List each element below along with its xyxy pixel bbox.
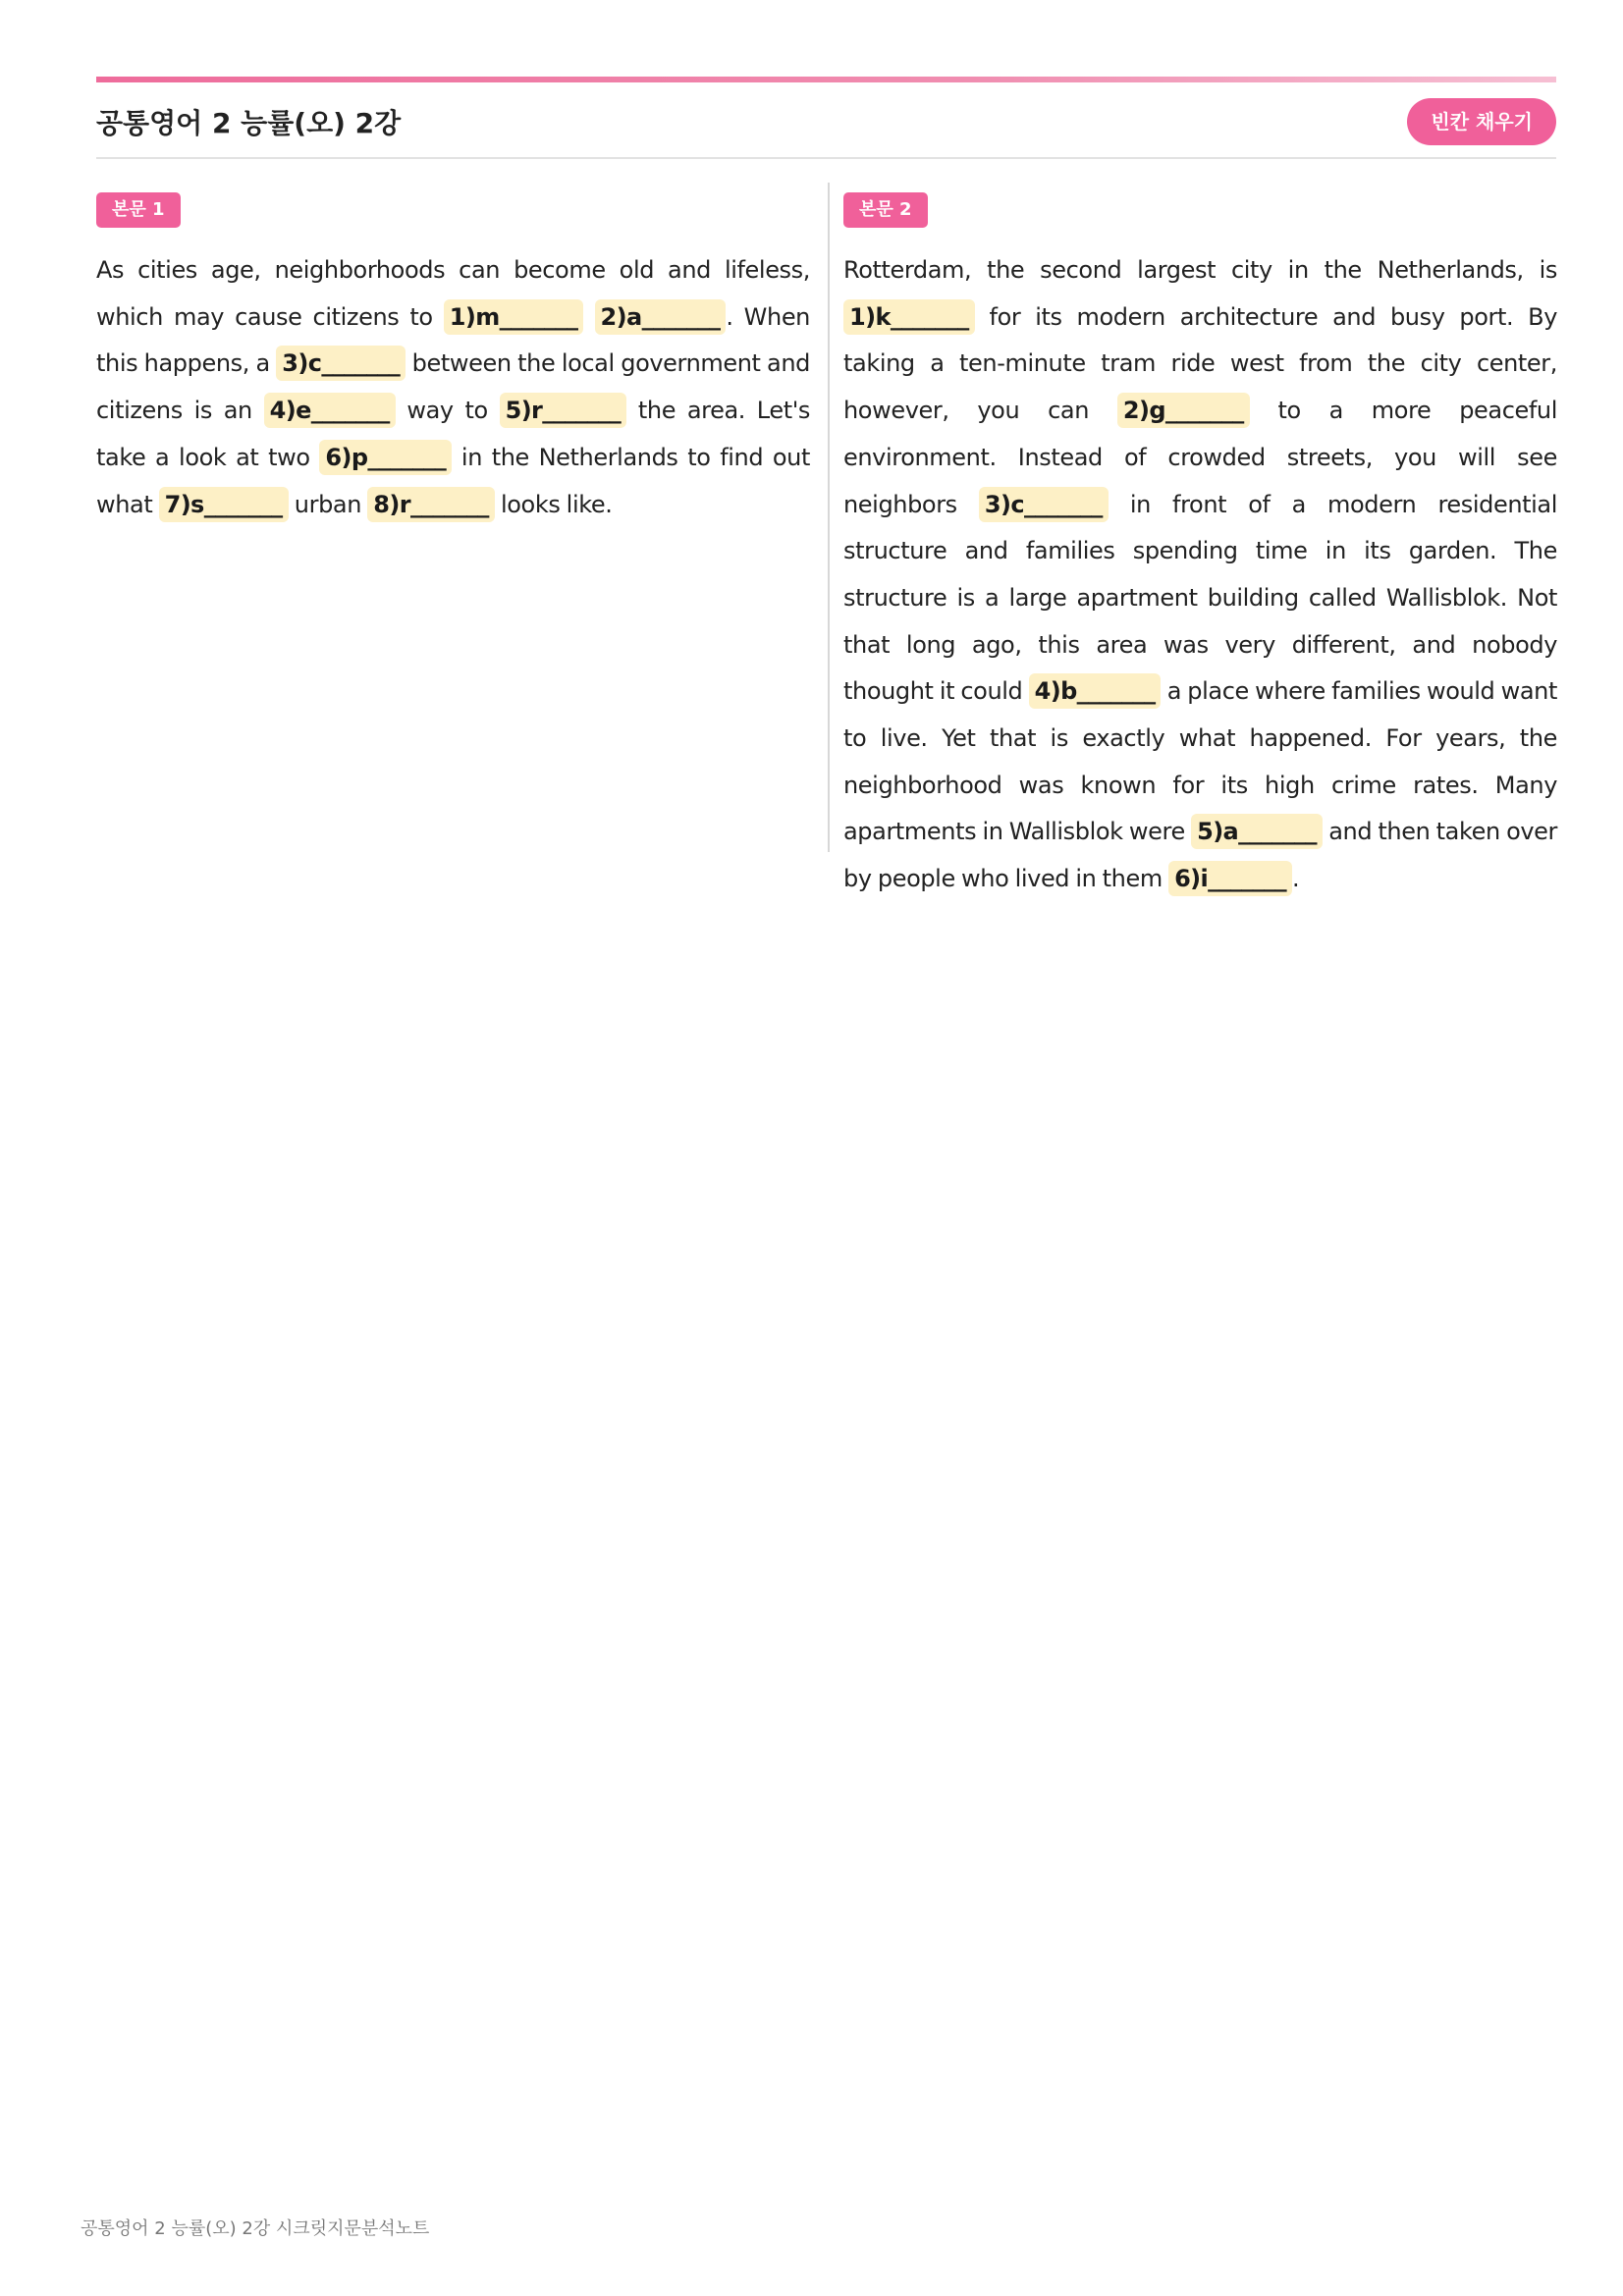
blank-field[interactable]: 2)a_______ (595, 299, 727, 335)
column-divider (828, 183, 830, 852)
blank-field[interactable]: 1)k_______ (843, 299, 975, 335)
passage-segment: the area. Let's take a look at two (96, 397, 811, 471)
passage-segment: urban (288, 490, 368, 518)
blank-field[interactable]: 8)r_______ (367, 487, 495, 522)
blank-field[interactable]: 3)c_______ (276, 346, 406, 381)
blank-field[interactable]: 5)a_______ (1191, 814, 1323, 849)
passage-segment: looks like. (494, 490, 613, 518)
blank-field[interactable]: 5)r_______ (500, 393, 627, 428)
passage-segment: a place where families would want to live. Yet that is exactly what happened. For years, the neighborhood was known for its high crime rates. Many apartments in Wallisblok were (843, 677, 1558, 846)
passage-badge: 본문 1 (96, 192, 181, 228)
blank-field[interactable]: 2)g_______ (1117, 393, 1250, 428)
passage-segment: in the Netherlands to find out what (96, 443, 810, 518)
passage-badge: 본문 2 (843, 192, 928, 228)
passage-segment: way to (395, 397, 500, 425)
passage-segment: Rotterdam, the second largest city in the Netherlands, is (843, 256, 1557, 284)
passage-segment (583, 303, 594, 331)
blank-field[interactable]: 4)e_______ (264, 393, 396, 428)
passage-segment: in front of a modern residential structure and families spending time in its garden. The structure is a large apartment building called Wallisblok. Not that long ago, this area was very different, and nobody thought it could (843, 490, 1557, 706)
page-header (96, 98, 1556, 159)
passage-segment: to a more peaceful environment. Instead of crowded streets, you will see neighbors (843, 397, 1557, 518)
top-accent-rule (96, 77, 1556, 82)
passage-segment: between the local government and citizens is an (96, 349, 811, 425)
blank-field[interactable]: 7)s_______ (159, 487, 289, 522)
passage-column-1 (96, 192, 810, 528)
blank-field[interactable]: 4)b_______ (1029, 673, 1162, 709)
mode-badge[interactable]: 빈칸 채우기 (1407, 98, 1556, 145)
passage-text (843, 247, 1557, 903)
passage-text (96, 247, 810, 528)
blank-field[interactable]: 6)i_______ (1168, 861, 1292, 896)
page-title: 공통영어 2 능률(오) 2강 (96, 107, 402, 139)
passage-segment: for its modern architecture and busy port. By taking a ten-minute tram ride west from the city center, however, you can (843, 302, 1557, 425)
blank-field[interactable]: 6)p_______ (319, 440, 452, 475)
passage-column-2 (843, 192, 1557, 903)
blank-field[interactable]: 3)c_______ (979, 487, 1109, 522)
passage-segment: . (1291, 865, 1300, 893)
passage-segment: and then taken over by people who lived in them (843, 818, 1557, 893)
passage-segment: As cities age, neighborhoods can become old and lifeless, which may cause citizens to (96, 256, 810, 331)
passage-segment: . When this happens, a (96, 302, 810, 378)
page-footer: 공통영어 2 능률(오) 2강 시크릿지문분석노트 (81, 2218, 430, 2239)
blank-field[interactable]: 1)m_______ (444, 299, 584, 335)
